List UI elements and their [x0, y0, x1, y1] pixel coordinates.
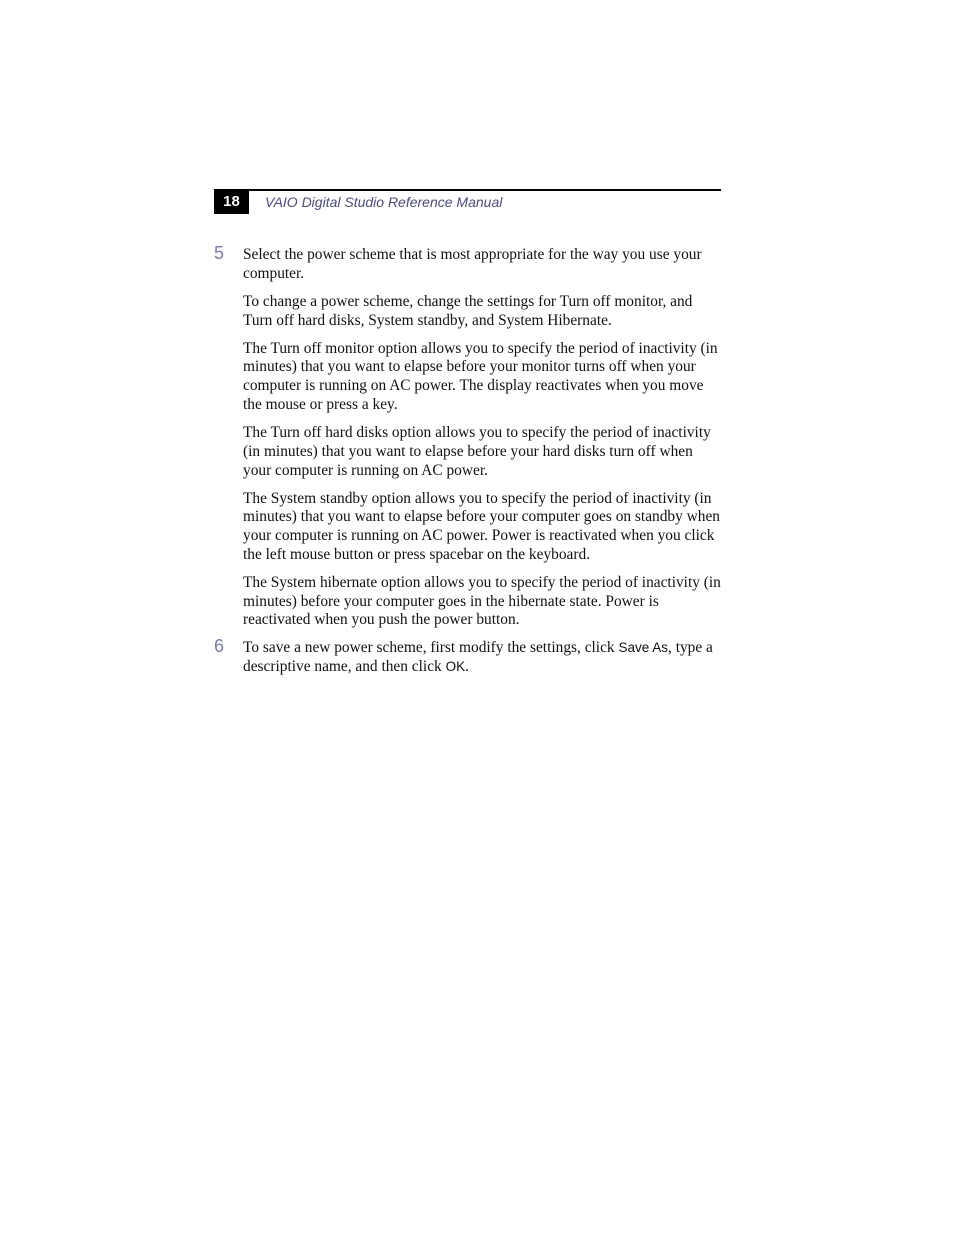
step-6-instruction	[243, 639, 723, 677]
ok-term: OK	[445, 659, 466, 675]
step-6-text: To save a new power scheme, first modify the settings, click	[243, 639, 619, 657]
step-6	[214, 636, 723, 677]
change-scheme-paragraph: To change a power scheme, change the settings for Turn off monitor, and Turn off hard disks, System standby, and System Hibernate.	[243, 292, 693, 329]
turn-off-hard-disks-paragraph: The Turn off hard disks option allows you to specify the period of inactivity (in minutes) that you want to elapse before your hard disks turn off when your computer is running on AC power.	[243, 423, 711, 479]
step-number: 5	[214, 243, 225, 263]
page-body	[214, 243, 723, 686]
step-5-instruction: Select the power scheme that is most appropriate for the way you use your computer.	[243, 246, 702, 282]
running-title: VAIO Digital Studio Reference Manual	[265, 194, 503, 210]
step-6-text: .	[465, 658, 469, 676]
header-rule	[214, 189, 721, 191]
page-number: 18	[214, 189, 249, 214]
system-standby-paragraph: The System standby option allows you to specify the period of inactivity (in minutes) that you want to elapse before your computer goes on standby when your computer is running on AC power. Power is reactivated when you click the left mouse button or press spacebar on the keyboard.	[243, 489, 720, 563]
save-as-term: Save As	[618, 640, 668, 656]
step-number: 6	[214, 636, 225, 657]
turn-off-monitor-paragraph: The Turn off monitor option allows you to specify the period of inactivity (in minutes) that you want to elapse before your monitor turns off when your computer is running on AC power. The display reactivates when you move the mouse or press a key.	[243, 339, 718, 413]
system-hibernate-paragraph: The System hibernate option allows you to specify the period of inactivity (in minutes) before your computer goes in the hibernate state. Power is reactivated when you push the power button.	[243, 573, 721, 629]
step-6-text: , type a descriptive name, and then click	[243, 639, 713, 676]
step-5	[214, 243, 723, 630]
